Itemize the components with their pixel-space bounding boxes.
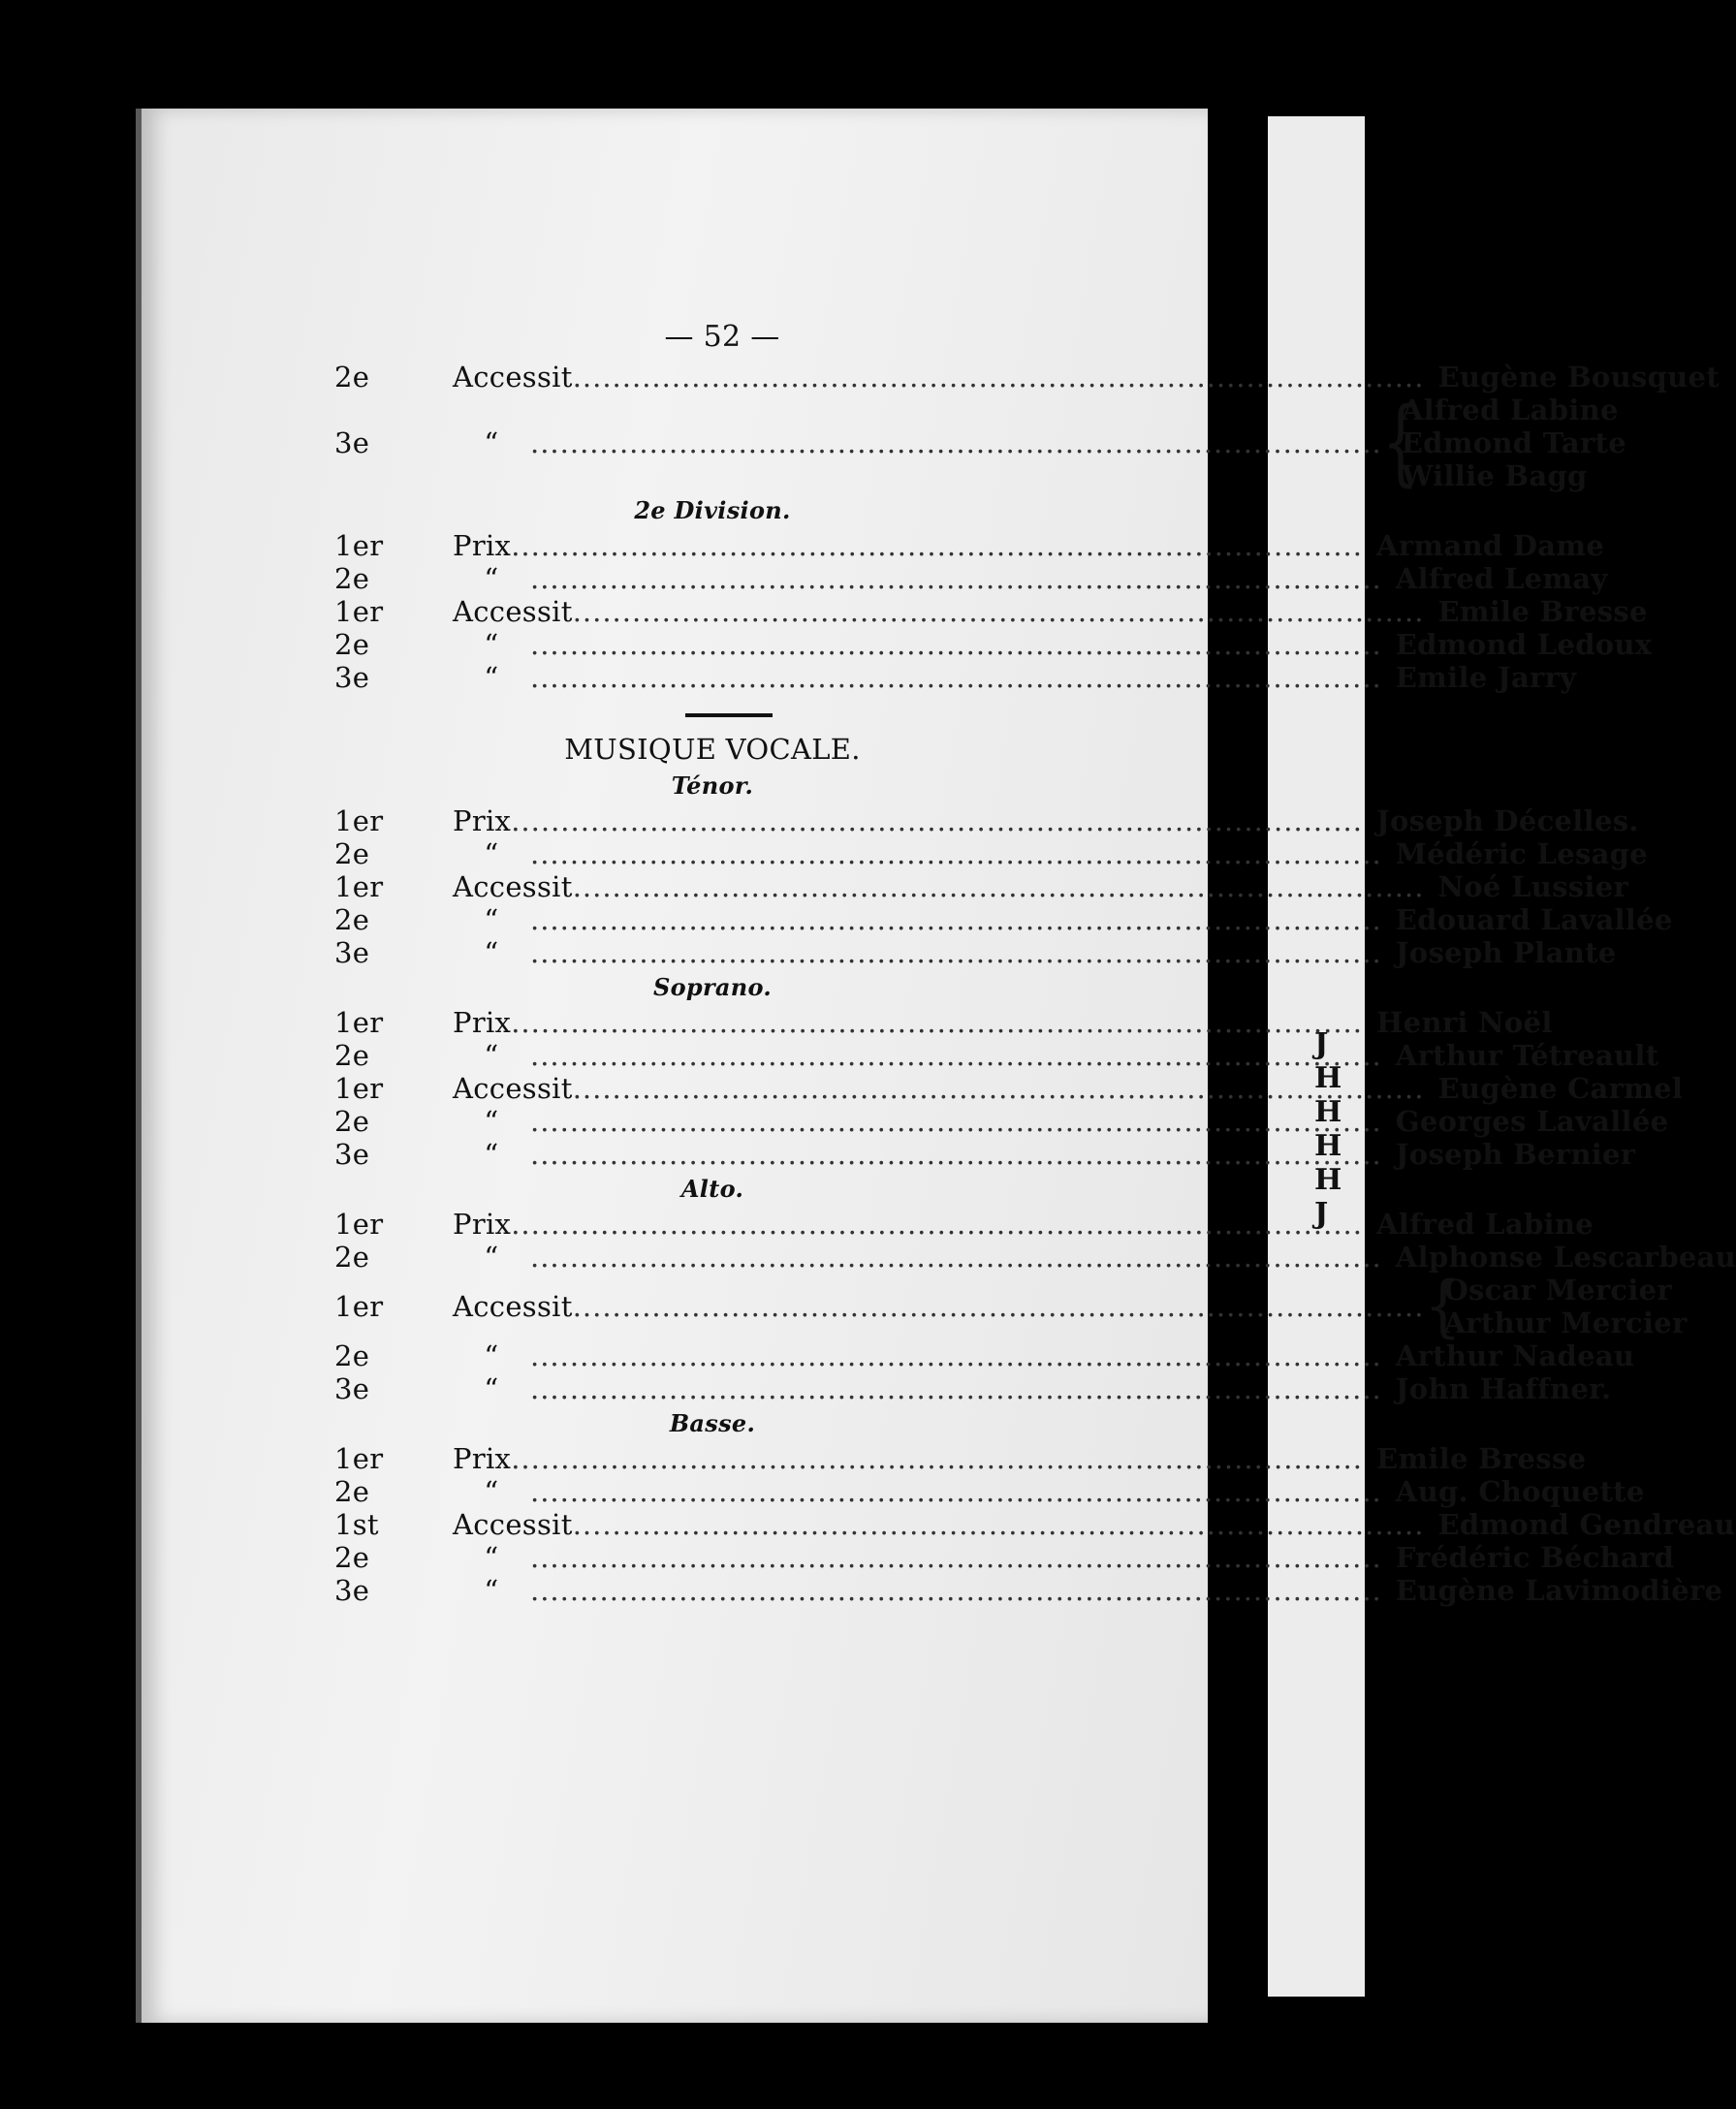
prize-row [334, 870, 1629, 903]
winner-name: Armand Dame [1376, 529, 1605, 562]
prize-rank: 1er [334, 804, 384, 837]
leader-dots [530, 1475, 1382, 1508]
leader-dots [573, 595, 1425, 628]
leader-dots [530, 562, 1382, 595]
leader-dots [530, 1039, 1382, 1072]
winner-name: Arthur Nadeau [1395, 1339, 1635, 1372]
prize-row [334, 1241, 1736, 1274]
winner-name: Arthur Tétreault [1395, 1039, 1659, 1072]
prize-label: Prix [453, 804, 512, 837]
winner-name: John Haffner. [1395, 1372, 1612, 1405]
leader-dots [573, 1072, 1425, 1105]
prize-rank: 3e [334, 1574, 370, 1607]
prize-row [334, 1039, 1659, 1072]
brace-icon: { [1381, 389, 1420, 497]
winner-name: Noé Lussier [1437, 870, 1629, 903]
prize-row [334, 804, 1639, 837]
prize-row [334, 1475, 1645, 1508]
section-divider [685, 713, 773, 717]
leader-dots [530, 1574, 1382, 1607]
winner-name: Oscar Mercier [1443, 1274, 1673, 1306]
section-heading: 2e Division. [634, 496, 791, 524]
prize-label: Prix [453, 1208, 512, 1241]
prize-label: Prix [453, 1442, 512, 1475]
prize-rank: 1er [334, 1208, 384, 1241]
winner-name: Emile Bresse [1376, 1442, 1587, 1475]
prize-row [334, 903, 1673, 936]
prize-rank: 2e [334, 1105, 370, 1138]
prize-label: “ [484, 1241, 499, 1274]
winner-name: Joseph Décelles. [1376, 804, 1639, 837]
prize-rank: 2e [334, 562, 370, 595]
leader-dots [530, 661, 1382, 694]
leader-dots [530, 1105, 1382, 1138]
leader-dots [511, 1442, 1363, 1475]
prize-row [334, 1508, 1736, 1541]
winner-name: Emile Bresse [1437, 595, 1648, 628]
prize-rank: 1st [334, 1508, 379, 1541]
prize-row [334, 936, 1617, 969]
prize-rank: 1er [334, 529, 384, 562]
prize-label: Accessit [453, 1508, 573, 1541]
winner-name: Médéric Lesage [1395, 837, 1648, 870]
prize-rank: 1er [334, 870, 384, 903]
prize-label: “ [484, 1541, 499, 1574]
prize-label: “ [484, 1372, 499, 1405]
prize-label: Accessit [453, 1072, 573, 1105]
prize-row [334, 1372, 1612, 1405]
prize-label: “ [484, 426, 499, 459]
winner-name: Joseph Bernier [1395, 1138, 1636, 1171]
prize-rank: 2e [334, 837, 370, 870]
prize-label: Prix [453, 529, 512, 562]
prize-row [334, 1072, 1684, 1105]
winner-name: Edmond Ledoux [1395, 628, 1653, 661]
adjacent-fragment: H [1314, 1129, 1342, 1163]
prize-rank: 1er [334, 1072, 384, 1105]
leader-dots [530, 426, 1382, 459]
winner-name: Alfred Lemay [1395, 562, 1608, 595]
prize-row [334, 661, 1577, 694]
adjacent-fragment: H [1314, 1163, 1342, 1197]
prize-rank: 2e [334, 1475, 370, 1508]
prize-label: “ [484, 1138, 499, 1171]
section-heading: Basse. [669, 1409, 756, 1437]
winner-name: Willie Bagg [1401, 459, 1588, 492]
prize-row [334, 1442, 1587, 1475]
prize-label: Prix [453, 1006, 512, 1039]
prize-row [334, 1138, 1636, 1171]
prize-label: “ [484, 628, 499, 661]
prize-label: “ [484, 1574, 499, 1607]
section-heading: Ténor. [671, 771, 754, 800]
prize-row [334, 595, 1648, 628]
prize-label: “ [484, 1105, 499, 1138]
prize-label: “ [484, 1039, 499, 1072]
prize-row [334, 628, 1653, 661]
prize-label: “ [484, 661, 499, 694]
prize-label: Accessit [453, 1290, 573, 1323]
prize-rank: 2e [334, 1241, 370, 1274]
winner-name: Alfred Labine [1401, 393, 1619, 426]
winner-name: Edmond Gendreau [1437, 1508, 1736, 1541]
prize-rank: 3e [334, 426, 370, 459]
prize-label: “ [484, 837, 499, 870]
winner-name: Georges Lavallée [1395, 1105, 1669, 1138]
prize-row [334, 529, 1605, 562]
prize-rank: 1er [334, 1006, 384, 1039]
leader-dots [573, 870, 1425, 903]
leader-dots [530, 1138, 1382, 1171]
prize-row [334, 1105, 1669, 1138]
leader-dots [530, 1372, 1382, 1405]
leader-dots [573, 361, 1425, 393]
prize-row [334, 837, 1648, 870]
prize-rank: 2e [334, 1339, 370, 1372]
leader-dots [530, 903, 1382, 936]
winner-name: Edmond Tarte [1401, 426, 1626, 459]
winner-name: Frédéric Béchard [1395, 1541, 1675, 1574]
section-heading: Alto. [680, 1175, 744, 1203]
winner-name: Henri Noël [1376, 1006, 1553, 1039]
prize-rank: 1er [334, 1442, 384, 1475]
prize-label: “ [484, 903, 499, 936]
leader-dots [530, 837, 1382, 870]
prize-row [334, 1208, 1594, 1241]
winner-name: Edouard Lavallée [1395, 903, 1673, 936]
prize-rank: 3e [334, 1372, 370, 1405]
prize-label: “ [484, 936, 499, 969]
prize-row [334, 361, 1720, 393]
prize-rank: 2e [334, 1541, 370, 1574]
winner-name: Eugène Lavimodière [1395, 1574, 1723, 1607]
adjacent-fragment: J [1314, 1027, 1329, 1061]
winner-name: Alphonse Lescarbeau [1395, 1241, 1736, 1274]
prize-rank: 3e [334, 1138, 370, 1171]
section-title: MUSIQUE VOCALE. [564, 733, 861, 766]
prize-row-group [334, 389, 1626, 497]
prize-rank: 3e [334, 661, 370, 694]
page-number: — 52 — [664, 320, 780, 354]
adjacent-fragment: H [1314, 1095, 1342, 1129]
winner-name: Alfred Labine [1376, 1208, 1594, 1241]
prize-rank: 2e [334, 1039, 370, 1072]
prize-row-group [334, 1267, 1688, 1346]
prize-rank: 2e [334, 903, 370, 936]
leader-dots [530, 936, 1382, 969]
prize-row [334, 1339, 1635, 1372]
leader-dots [530, 1339, 1382, 1372]
prize-row [334, 1574, 1723, 1607]
prize-rank: 3e [334, 936, 370, 969]
leader-dots [530, 628, 1382, 661]
section-heading: Soprano. [652, 973, 773, 1001]
winner-name: Aug. Choquette [1395, 1475, 1645, 1508]
leader-dots [530, 1241, 1382, 1274]
leader-dots [511, 804, 1363, 837]
prize-label: “ [484, 562, 499, 595]
prize-label: “ [484, 1475, 499, 1508]
prize-row [334, 1541, 1675, 1574]
brace-icon: { [1424, 1267, 1462, 1346]
prize-row [334, 562, 1608, 595]
leader-dots [573, 1290, 1425, 1323]
prize-rank: 1er [334, 595, 384, 628]
prize-label: “ [484, 1339, 499, 1372]
leader-dots [573, 1508, 1425, 1541]
winner-name: Joseph Plante [1395, 936, 1617, 969]
prize-label: Accessit [453, 595, 573, 628]
leader-dots [511, 1006, 1363, 1039]
adjacent-fragment: H [1314, 1061, 1342, 1095]
prize-row [334, 1006, 1553, 1039]
prize-rank: 2e [334, 628, 370, 661]
prize-rank: 1er [334, 1290, 384, 1323]
winner-name: Eugène Bousquet [1437, 361, 1720, 393]
adjacent-fragment: J [1314, 1197, 1329, 1231]
leader-dots [530, 1541, 1382, 1574]
winner-name: Arthur Mercier [1443, 1306, 1688, 1339]
prize-label: Accessit [453, 870, 573, 903]
winner-name: Emile Jarry [1395, 661, 1577, 694]
prize-rank: 2e [334, 361, 370, 393]
prize-label: Accessit [453, 361, 573, 393]
leader-dots [511, 529, 1363, 562]
page-content [334, 320, 1736, 1607]
leader-dots [511, 1208, 1363, 1241]
winner-name: Eugène Carmel [1437, 1072, 1684, 1105]
